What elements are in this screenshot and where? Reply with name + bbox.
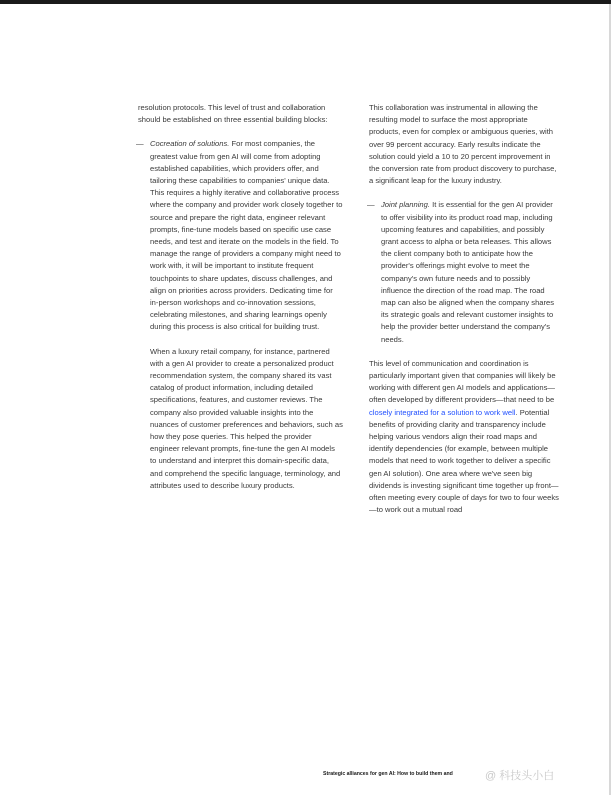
example-paragraph	[138, 346, 343, 492]
bullet-text: For most companies, the greatest value from gen AI will come from adopting established capabilities, which providers offer, and tailoring these capabilities to companies' unique data. This requires a highly iterative and collaborative process where the company and provider work closely together to source and prepare the right data, engineer relevant prompts, fine-tune models based on specific use case needs, and test and iterate on the models in the field. To manage the range of providers a company might need to work with, it will be important to institute frequent touchpoints to share updates, discuss challenges, and align on priorities across providers. Dedicating time for in-person workshops and co-innovation sessions, celebrating milestones, and sharing learnings openly during this process is also critical for building trust.	[150, 139, 343, 332]
top-bar	[0, 0, 611, 4]
intro-paragraph: resolution protocols. This level of trust and collaboration should be established on three essential building blocks:	[138, 103, 328, 125]
bullet-joint-planning	[369, 199, 559, 345]
integrated-solution-link[interactable]: closely integrated for a solution to work well	[369, 407, 516, 417]
communication-paragraph	[369, 358, 559, 517]
running-footer: Strategic alliances for gen AI: How to build them and	[323, 771, 453, 777]
watermark: @ 科技头小白	[485, 770, 555, 782]
bullet-cocreation	[138, 138, 343, 333]
right-column	[369, 102, 559, 517]
bullet-dash: —	[136, 139, 144, 149]
bullet-term: Cocreation of solutions.	[150, 139, 230, 149]
collaboration-paragraph: This collaboration was instrumental in allowing the resulting model to surface the most appropriate products, even for complex or ambiguous queries, with over 99 percent accuracy. Early results indicate the solution could yield a 10 to 20 percent improvement in the conversion rate from product discovery to purchase, a significant leap for the luxury industry.	[369, 103, 557, 186]
example-text: When a luxury retail company, for instance, partnered with a gen AI provider to create a personalized product recommendation system, the company shared its vast catalog of product information, including detailed specifications, features, and customer reviews. The company also provided valuable insights into the nuances of customer preferences and behaviors, such as how they pose queries. This helped the provider engineer relevant prompts, fine-tune the gen AI models to understand and interpret this domain-specific data, and comprehend the specific language, terminology, and attributes used to describe luxury products.	[150, 346, 343, 490]
communication-text-end: . Potential benefits of providing clarity and transparency include helping various vendors align their road maps and identify dependencies (for example, between multiple models that need to work together to deliver a specific gen AI solution). One area where we've seen big dividends is investing significant time together up front—often meeting every couple of days for two to four weeks—to work out a mutual road	[369, 407, 559, 515]
bullet-text: It is essential for the gen AI provider to offer visibility into its product road map, including upcoming features and capabilities, and possibly grant access to alpha or beta releases. This allows the client company both to anticipate how the provider's offerings might evolve to meet the company's own future needs and to possibly influence the direction of the road map. The road map can also be aligned when the company shares its strategic goals and relevant customer insights to help the provider better understand the company's needs.	[381, 200, 555, 344]
communication-text-start: This level of communication and coordination is particularly important given that companies will likely be working with different gen AI models and applications—often developed by different providers—that need to be	[369, 358, 556, 405]
bullet-term: Joint planning.	[381, 200, 430, 210]
left-column	[138, 102, 343, 492]
bullet-dash: —	[367, 200, 375, 210]
